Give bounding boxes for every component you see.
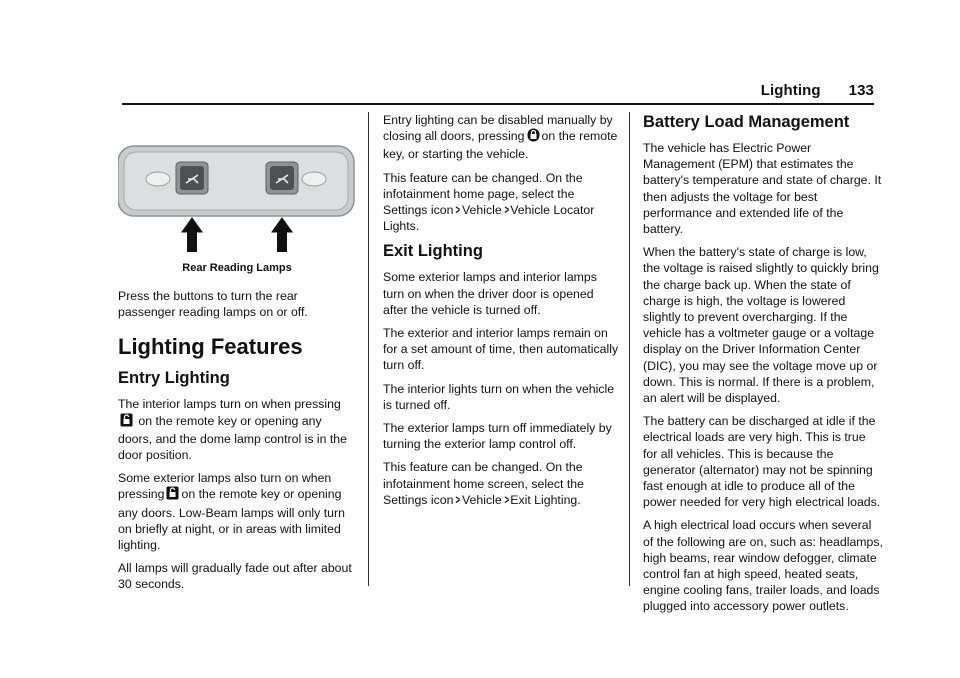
column-divider-1: [368, 112, 369, 586]
entry-p2-start: Some exterior lamps also turn on when pressing: [118, 471, 332, 502]
disable-end: on the remote key, or starting the vehicle.: [383, 129, 618, 162]
exit-paragraph-1: Some exterior lamps and interior lamps turn on when the driver door is opened after the vehicle is turned off.: [383, 270, 597, 317]
chevron-right-icon: >: [504, 491, 509, 507]
entry-paragraph-3: All lamps will gradually fade out after about 30 seconds.: [118, 561, 352, 592]
entry-lighting-heading: Entry Lighting: [118, 369, 230, 388]
chevron-right-icon: >: [455, 202, 461, 218]
column-2: [383, 112, 619, 515]
battery-paragraph-4: A high electrical load occurs when several of the following are on, such as: headlamps, high beams, rear window defogger, climate control fan at high speed, heated seats, engine cooling fans, trailer loads, and loads plugged into accessory power outlets.: [643, 518, 883, 614]
change-vehicle: Vehicle: [462, 203, 502, 218]
disable-paragraph: [383, 112, 619, 163]
figure-caption: Rear Reading Lamps: [182, 262, 292, 274]
exit5-vehicle: Vehicle: [462, 492, 502, 507]
lighting-features-heading: Lighting Features: [118, 334, 303, 360]
chevron-right-icon: >: [504, 202, 509, 218]
section-title: Lighting: [760, 82, 821, 99]
page-number: 133: [848, 82, 874, 99]
change-start: This feature can be changed. On the infotainment home page, select the Settings icon: [383, 170, 583, 218]
exit-paragraph-2: The exterior and interior lamps remain on for a set amount of time, then automatically turn off.: [383, 326, 619, 373]
battery-paragraph-2: When the battery's state of charge is low, the voltage is raised slightly to quickly bring the charge back up. When the state of charge is high, the voltage is lowered slightly to prevent overcharging. If the vehicle has a voltmeter gauge or a voltage display on the Driver Information Center (DIC), you may see the voltage move up or down. This is normal. If there is a problem, an alert will be displayed.: [643, 245, 879, 406]
reading-lamps-text: Press the buttons to turn the rear passenger reading lamps on or off.: [118, 289, 308, 320]
reading-lamp-illustration: [118, 144, 356, 252]
exit-paragraph-4: The exterior lamps turn off immediately by turning the exterior lamp control off.: [383, 421, 612, 452]
chevron-right-icon: >: [455, 491, 461, 507]
entry-p2-end: on the remote key or opening any doors. Low-Beam lamps will only turn on briefly at night, or in areas with limited lighting.: [118, 487, 345, 553]
entry-p1-end: on the remote key or opening any doors, and the dome lamp control is in the door position.: [118, 413, 347, 463]
exit-lighting-heading: Exit Lighting: [383, 242, 483, 261]
exit-paragraph-5: [383, 459, 619, 508]
exit5-start: This feature can be changed. On the infotainment home screen, select the Settings icon: [383, 460, 584, 507]
unlock-icon: [120, 413, 133, 431]
disable-start: Entry lighting can be disabled manually by closing all doors, pressing: [383, 113, 613, 144]
entry-paragraph-1: [118, 396, 356, 463]
rear-reading-lamps-figure: [118, 144, 356, 252]
change-locator: Vehicle Locator Lights.: [383, 203, 595, 234]
battery-paragraph-1: The vehicle has Electric Power Management (EPM) that estimates the battery's temperature and state of charge. It then adjusts the voltage for best performance and extended life of the battery.: [643, 141, 882, 237]
column-1: [118, 112, 356, 600]
header-rule: [122, 103, 874, 105]
entry-p1-start: The interior lamps turn on when pressing: [118, 397, 341, 412]
entry-paragraph-2: [118, 470, 356, 553]
column-divider-2: [629, 112, 630, 586]
header-text: [761, 82, 874, 99]
page-header: [122, 82, 874, 104]
exit5-end: Exit Lighting.: [510, 492, 581, 507]
change-paragraph: [383, 170, 619, 235]
lock-icon: [527, 128, 540, 146]
battery-paragraph-3: The battery can be discharged at idle if the electrical loads are very high. This is true for all vehicles. This is because the generator (alternator) may not be spinning fast enough at idle to produce all of the power needed for very high electrical loads.: [643, 414, 881, 510]
battery-load-heading: Battery Load Management: [643, 113, 850, 131]
exit-paragraph-3: The interior lights turn on when the vehicle is turned off.: [383, 381, 615, 412]
column-3: [643, 112, 883, 622]
unlock-icon: [166, 486, 179, 504]
